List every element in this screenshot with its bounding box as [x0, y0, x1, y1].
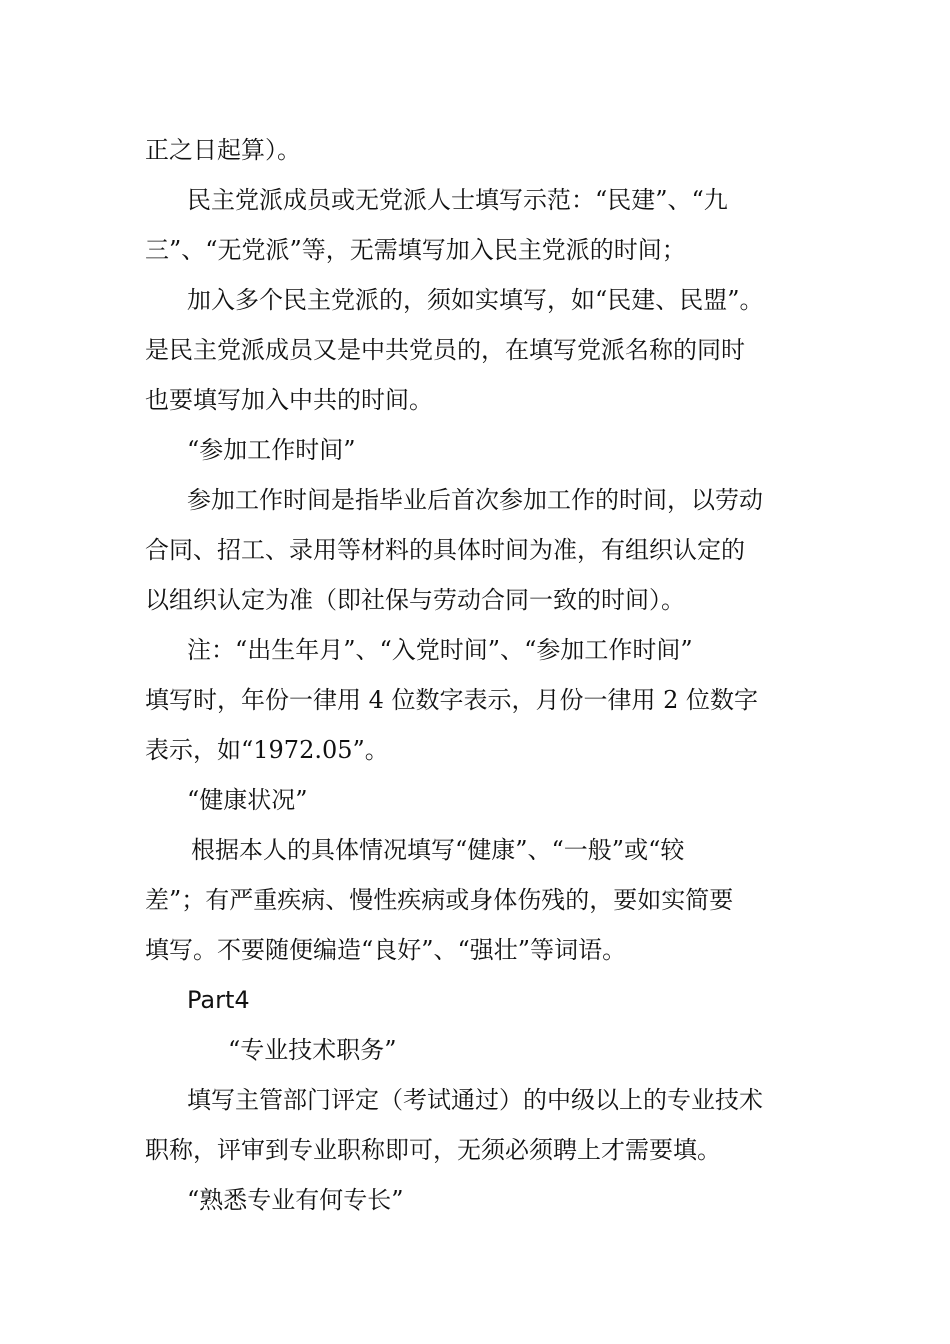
note-line-3: 表示，如“1972.05”。 — [145, 736, 389, 764]
text-line-20: 填写主管部门评定（考试通过）的中级以上的专业技术 — [187, 1086, 763, 1114]
note-line-1: 注：“出生年月”、“入党时间”、“参加工作时间” — [187, 636, 693, 664]
section-heading-professional-title: “专业技术职务” — [228, 1036, 397, 1064]
section-heading-health: “健康状况” — [187, 786, 308, 814]
text-line-8: 参加工作时间是指毕业后首次参加工作的时间，以劳动 — [187, 486, 763, 514]
part-heading: Part4 — [187, 986, 250, 1014]
text-line-15: 根据本人的具体情况填写“健康”、“一般”或“较 — [191, 836, 685, 864]
text-line-1: 正之日起算）。 — [145, 136, 301, 164]
text-line-4: 加入多个民主党派的，须如实填写，如“民建、民盟”。 — [187, 286, 764, 314]
text-line-17: 填写。不要随便编造“良好”、“强壮”等词语。 — [145, 936, 627, 964]
text-line-10: 以组织认定为准（即社保与劳动合同一致的时间）。 — [145, 586, 685, 614]
text-line-21: 职称，评审到专业职称即可，无须必须聘上才需要填。 — [145, 1136, 721, 1164]
note-line-2: 填写时，年份一律用 4 位数字表示，月份一律用 2 位数字 — [145, 686, 759, 714]
text-line-9: 合同、招工、录用等材料的具体时间为准，有组织认定的 — [145, 536, 745, 564]
text-line-16: 差”；有严重疾病、慢性疾病或身体伤残的，要如实简要 — [145, 886, 734, 914]
text-line-6: 也要填写加入中共的时间。 — [145, 386, 433, 414]
text-line-5: 是民主党派成员又是中共党员的，在填写党派名称的同时 — [145, 336, 745, 364]
text-line-3: 三”、“无党派”等，无需填写加入民主党派的时间； — [145, 236, 686, 264]
section-heading-work-time: “参加工作时间” — [187, 436, 356, 464]
text-line-2: 民主党派成员或无党派人士填写示范：“民建”、“九 — [187, 186, 728, 214]
section-heading-expertise: “熟悉专业有何专长” — [187, 1186, 404, 1214]
